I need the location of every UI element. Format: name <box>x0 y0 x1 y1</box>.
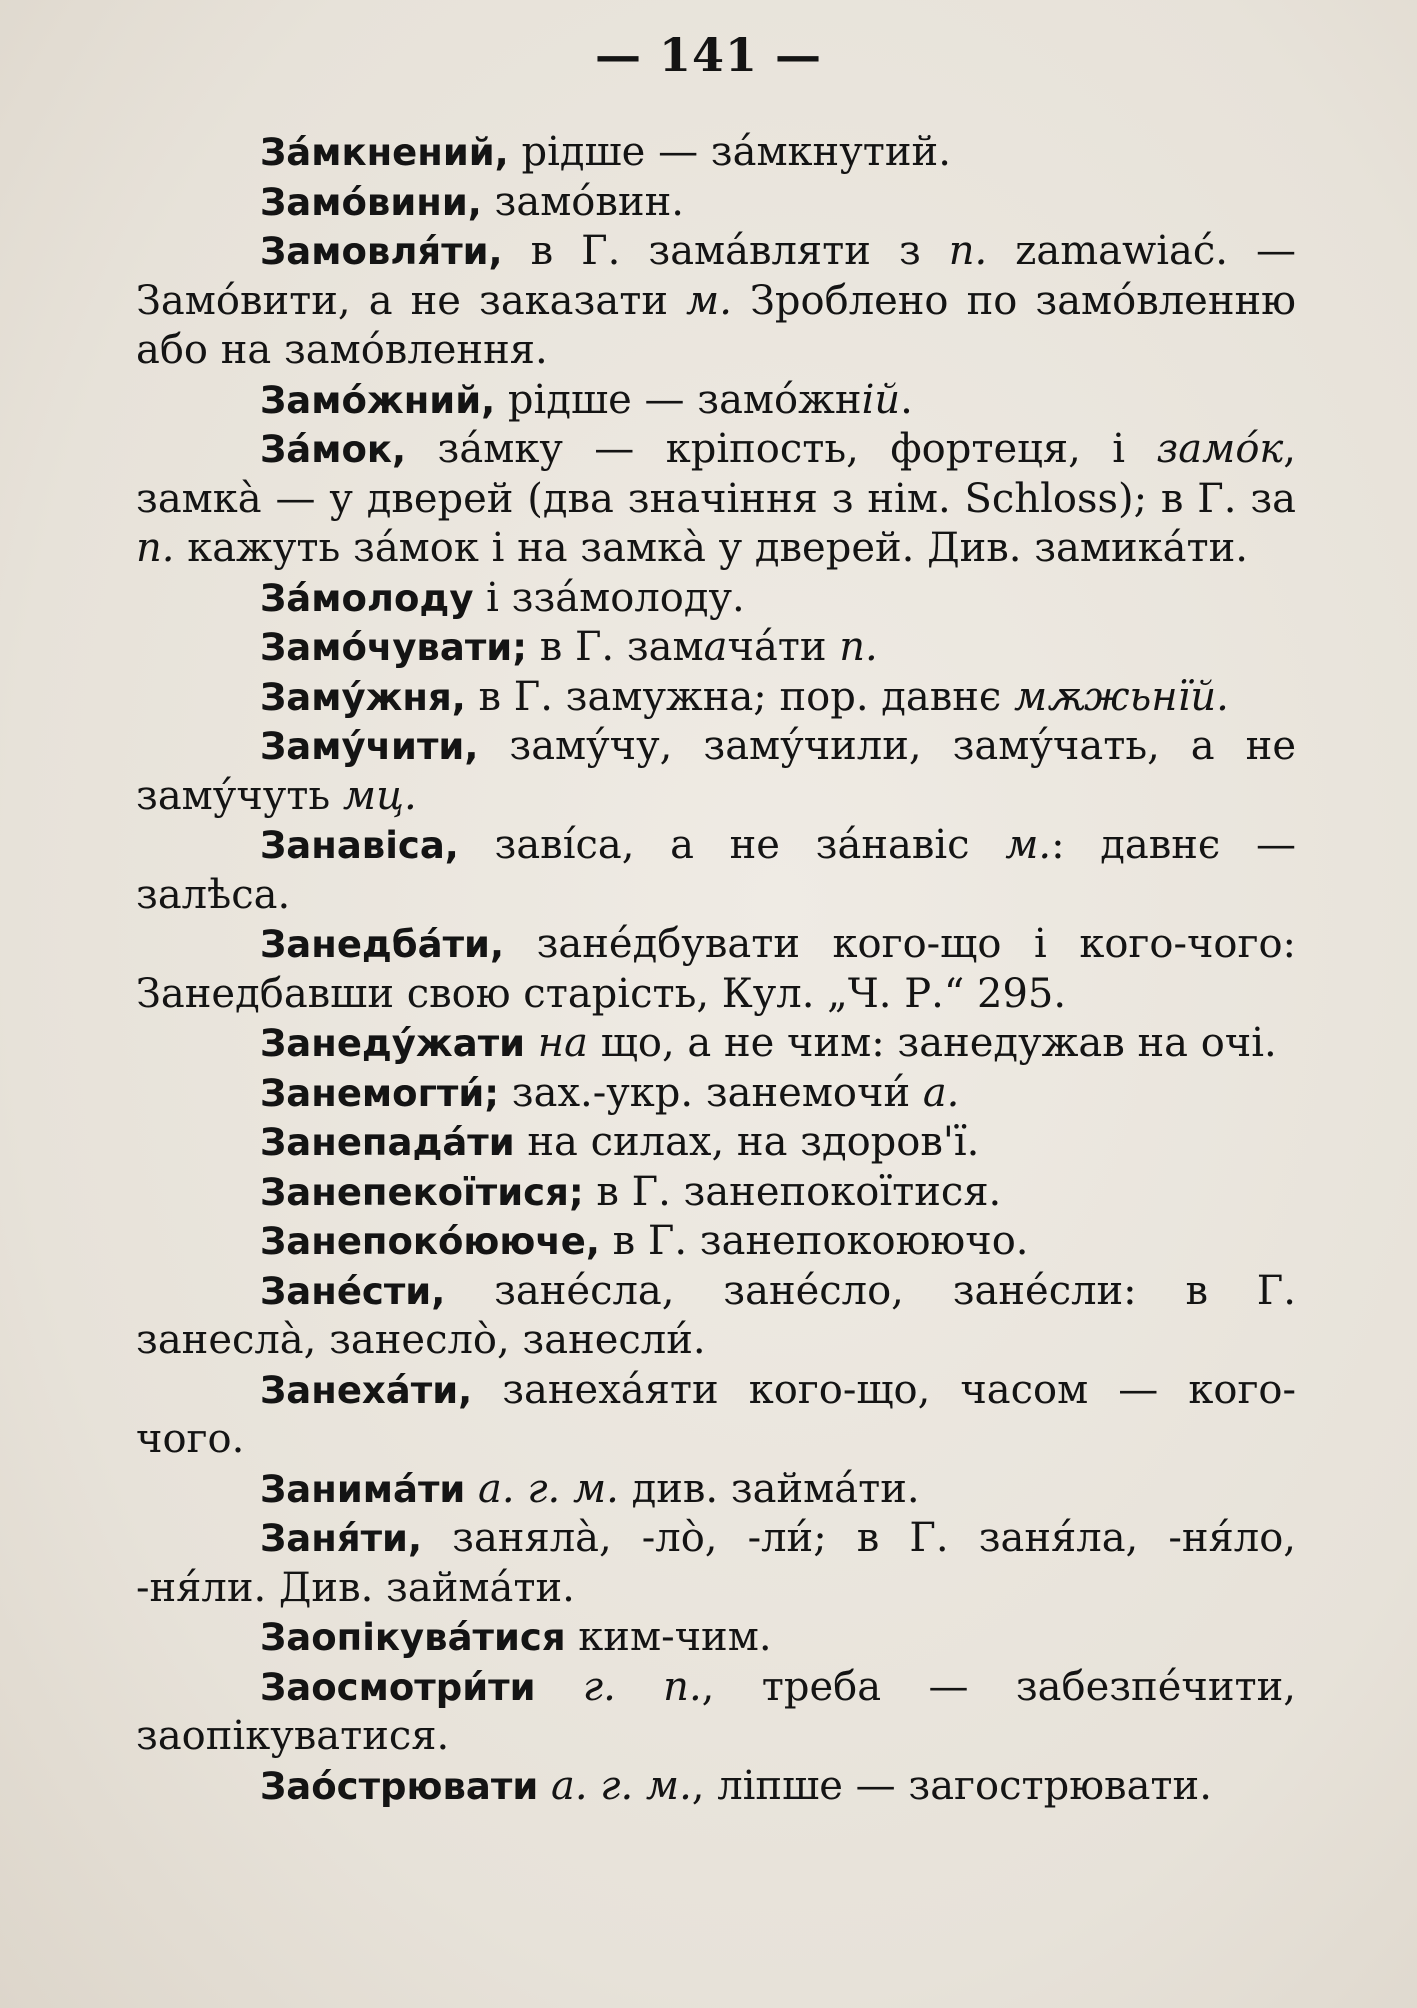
headword: Заму́чити, <box>260 725 479 768</box>
entry: Занепада́ти на силах, на здоров'ї. <box>260 1119 980 1165</box>
headword: Замо́чувати; <box>260 626 527 669</box>
headword: Занеду́жати <box>260 1022 526 1065</box>
entry: Заму́жня, в Г. замужна; пор. давнє мѫжьнїй. <box>260 673 1229 720</box>
headword: Замовля́ти, <box>260 230 503 273</box>
entry: За́мок, за́мку — кріпость, фортеця, і замо́к, замка̀ — у дверей (два значіння з нім. Schloss); в Г. за п. кажуть за́мок і на замка̀ у дверей. Див. замика́ти. <box>136 426 1296 571</box>
entry: Заму́чити, заму́чу, заму́чили, заму́чать, а не заму́чуть мц. <box>136 723 1296 819</box>
entry: Замо́чувати; в Г. замача́ти п. <box>260 624 878 670</box>
entry: Занима́ти а. г. м. див. займа́ти. <box>260 1465 920 1512</box>
entry: Занедба́ти, зане́дбувати кого-що і кого-чого: Занедбавши свою старість, Кул. „Ч. Р.“ 295. <box>136 921 1296 1017</box>
page-number: — 141 — <box>594 28 823 82</box>
headword: Зане́сти, <box>260 1269 446 1313</box>
headword: Занеха́ти, <box>260 1368 473 1412</box>
entry: Заня́ти, занялà, -лò, -ли́; в Г. заня́ла, -ня́ло, -ня́ли. Див. займа́ти. <box>136 1515 1296 1611</box>
headword: Заня́ти, <box>260 1517 423 1560</box>
headword: Занепекоїтися; <box>260 1170 584 1214</box>
entry: Занепоко́ююче, в Г. занепокоюючо. <box>260 1218 1029 1264</box>
entry: Занавіса, заві́са, а не за́навіс м.: давнє — залѣса. <box>136 822 1296 918</box>
entry: Занеду́жати на що, а не чим: занедужав на очі. <box>260 1020 1277 1066</box>
headword: Занавіса, <box>260 824 459 867</box>
entry: Замо́жний, рідше — замо́жній. <box>260 376 913 423</box>
headword: Замо́жний, <box>260 378 496 422</box>
headword: Занима́ти <box>260 1467 466 1511</box>
entry: Заопікува́тися ким-чим. <box>260 1614 772 1660</box>
headword: Заосмотри́ти <box>260 1665 536 1709</box>
entry: Занепекоїтися; в Г. занепокоїтися. <box>260 1168 1002 1215</box>
headword: За́молоду <box>260 576 474 620</box>
entry: Замовля́ти, в Г. зама́вляти з п. zamawiać. — Замо́вити, а не заказати м. Зроблено по замо́вленню або на замо́влення. <box>136 228 1296 373</box>
entry: Замо́вини, замо́вин. <box>260 178 684 225</box>
headword: Занедба́ти, <box>260 923 505 966</box>
entry: Занемогти́; зах.-укр. занемочи́ а. <box>260 1069 960 1116</box>
entry: Зане́сти, зане́сла, зане́сло, зане́сли: в Г. занесла̀, занесло̀, занесли́. <box>136 1267 1296 1363</box>
headword: За́мкнений, <box>260 131 509 174</box>
headword: Замо́вини, <box>260 180 482 224</box>
entry: За́мкнений, рідше — за́мкнутий. <box>260 129 951 175</box>
headword: Занепоко́ююче, <box>260 1220 600 1263</box>
entry: Занеха́ти, занеха́яти кого-що, часом — кого-чого. <box>136 1366 1296 1462</box>
entry: За́молоду і зза́молоду. <box>260 574 745 621</box>
headword: Занепада́ти <box>260 1121 515 1164</box>
headword: За́мок, <box>260 428 407 471</box>
headword: Занемогти́; <box>260 1071 500 1115</box>
entry: Зао́стрювати а. г. м., ліпше — загострювати. <box>260 1762 1212 1809</box>
headword: Зао́стрювати <box>260 1764 539 1808</box>
entry: Заосмотри́ти г. п., треба — забезпе́чити, заопікуватися. <box>136 1663 1296 1759</box>
dictionary-entries <box>136 128 1296 1811</box>
headword: Заму́жня, <box>260 675 466 719</box>
headword: Заопікува́тися <box>260 1616 566 1659</box>
